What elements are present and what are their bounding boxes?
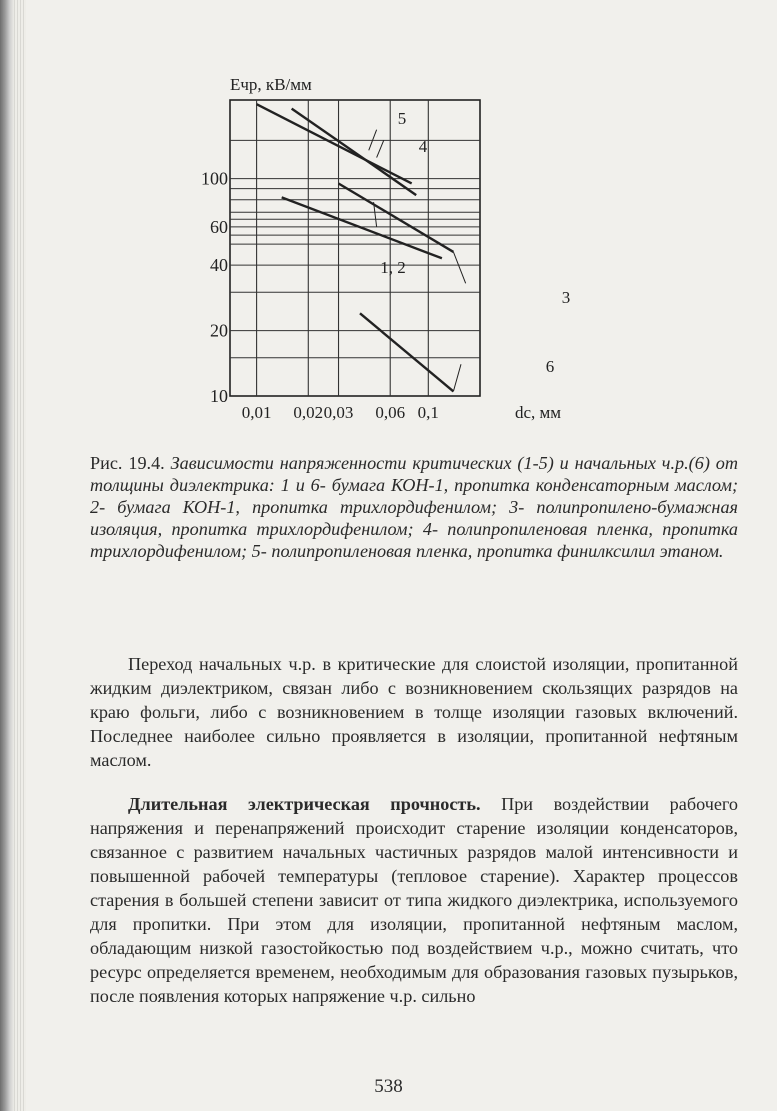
- paragraph-2-text: При воздействии рабочего напряжения и перенапряжений происходит старение изоляции конденсаторов, связанное с развитием начальных частичных разрядов малой интенсивности и повышенной рабочей температуры (тепловое старение). Характер процессов старения в большей степени зависит от типа жидкого диэлектрика, используемого для пропитки. При этом для изоляции, пропитанной нефтяным маслом, обладающим низкой газостойкостью под воздействием ч.р., можно считать, что ресурс определяется временем, необходимым для образования газовых пузырьков, после появления которых напряжение ч.р. сильно: [90, 794, 739, 1006]
- x-tick-label: 0,02: [293, 403, 324, 422]
- y-tick-label: 100: [201, 168, 228, 189]
- page-number: 538: [374, 1076, 403, 1097]
- figure-19-4-chart: [180, 70, 650, 450]
- figure-caption: [90, 452, 738, 562]
- curve-label: 1, 2: [380, 258, 406, 277]
- x-tick-label: 0,1: [417, 403, 439, 422]
- paragraph-1: Переход начальных ч.р. в критические для слоистой изоляции, пропитанной жидким диэлектриком, связан либо с возникновением скользящих разрядов на краю фольги, либо с возникновением в толще изоляции газовых включений. Последнее наиболее сильно проявляется в изоляции, пропитанной нефтяным маслом.: [90, 654, 738, 770]
- curve-leader-4: [453, 364, 461, 391]
- chart-svg: [180, 70, 650, 450]
- x-tick-label: 0,01: [241, 403, 272, 422]
- caption-body: Зависимости напряженности критических (1-5) и начальных ч.р.(6) от толщины диэлектрика: 1 и 6- бумага КОН-1, пропитка конденсаторным маслом; 2- бумага КОН-1, пропитка трихлордифенилом; 3- полипропилено-бумажная изоляция, пропитка трихлордифенилом; 4- полипропиленовая пленка, пропитка трихлордифенилом; 5- полипропиленовая пленка, пропитка финилксилил этаном.: [90, 453, 738, 561]
- x-tick-label: 0,03: [323, 403, 354, 422]
- y-tick-label: 60: [210, 216, 228, 237]
- caption-lead: Рис. 19.4.: [90, 453, 165, 473]
- series-line-6: [360, 313, 453, 391]
- curve-leader-3: [453, 252, 465, 283]
- y-tick-label: 10: [210, 386, 228, 406]
- curve-label: 5: [397, 109, 407, 128]
- y-tick-label: 40: [210, 255, 228, 276]
- book-spine-shadow: [0, 0, 14, 1111]
- series-line-5: [257, 104, 412, 183]
- paragraph-2: [90, 792, 738, 1008]
- page-edges: [14, 0, 26, 1111]
- x-axis-label: dс, мм: [514, 403, 562, 422]
- x-tick-label: 0,06: [375, 403, 406, 422]
- paragraph-2-heading: Длительная электрическая прочность.: [128, 794, 481, 814]
- curve-label: 4: [418, 137, 428, 156]
- y-tick-label: 20: [210, 320, 228, 341]
- plot-frame: [230, 100, 480, 396]
- curve-leader-1: [377, 140, 384, 157]
- y-axis-label: Eчр, кВ/мм: [230, 75, 312, 94]
- series-line-12: [282, 197, 442, 258]
- curve-label: 3: [561, 288, 571, 307]
- curve-label: 6: [545, 357, 555, 376]
